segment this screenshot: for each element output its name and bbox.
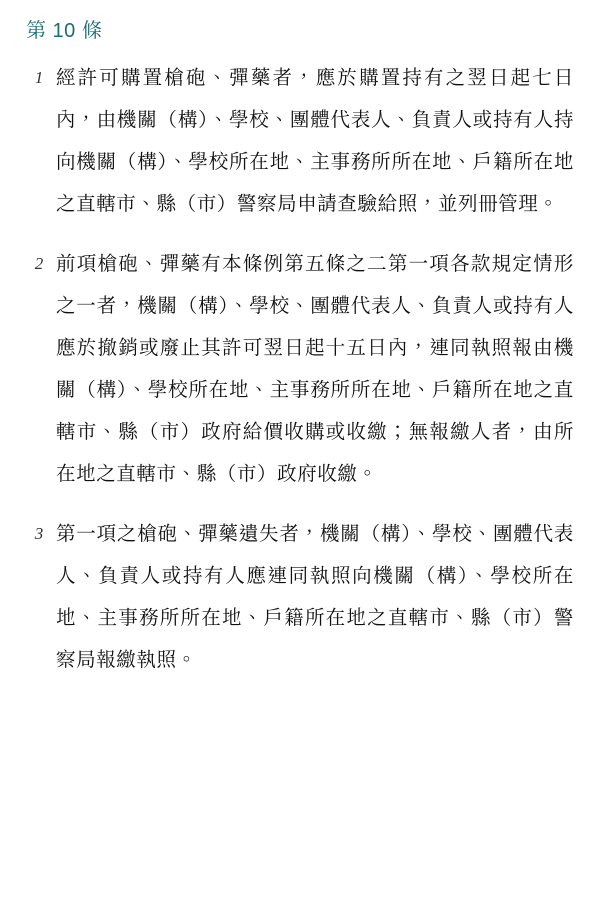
article-heading: 第 10 條 xyxy=(26,20,103,42)
clause-text: 第一項之槍砲、彈藥遺失者，機關（構）、學校、團體代表人、負責人或持有人應連同執照向機關（構）、學校所在地、主事務所所在地、戶籍所在地之直轄市、縣（市）警察局報繳執照。 xyxy=(56,522,574,671)
clause-number: 3 xyxy=(34,524,44,543)
clause-item xyxy=(22,243,574,495)
clause-item xyxy=(22,513,574,681)
clause-item xyxy=(22,57,574,225)
clause-text: 前項槍砲、彈藥有本條例第五條之二第一項各款規定情形之一者，機關（構）、學校、團體代表人、負責人或持有人應於撤銷或廢止其許可翌日起十五日內，連同執照報由機關（構）、學校所在地、主事務所所在地、戶籍所在地之直轄市、縣（市）政府給價收購或收繳；無報繳人者，由所在地之直轄市、縣（市）政府收繳。 xyxy=(56,252,574,485)
clause-text: 經許可購置槍砲、彈藥者，應於購置持有之翌日起七日內，由機關（構）、學校、團體代表人、負責人或持有人持向機關（構）、學校所在地、主事務所所在地、戶籍所在地之直轄市、縣（市）警察局申請查驗給照，並列冊管理。 xyxy=(56,66,574,215)
clause-number: 2 xyxy=(34,254,44,273)
clause-number: 1 xyxy=(34,68,44,87)
